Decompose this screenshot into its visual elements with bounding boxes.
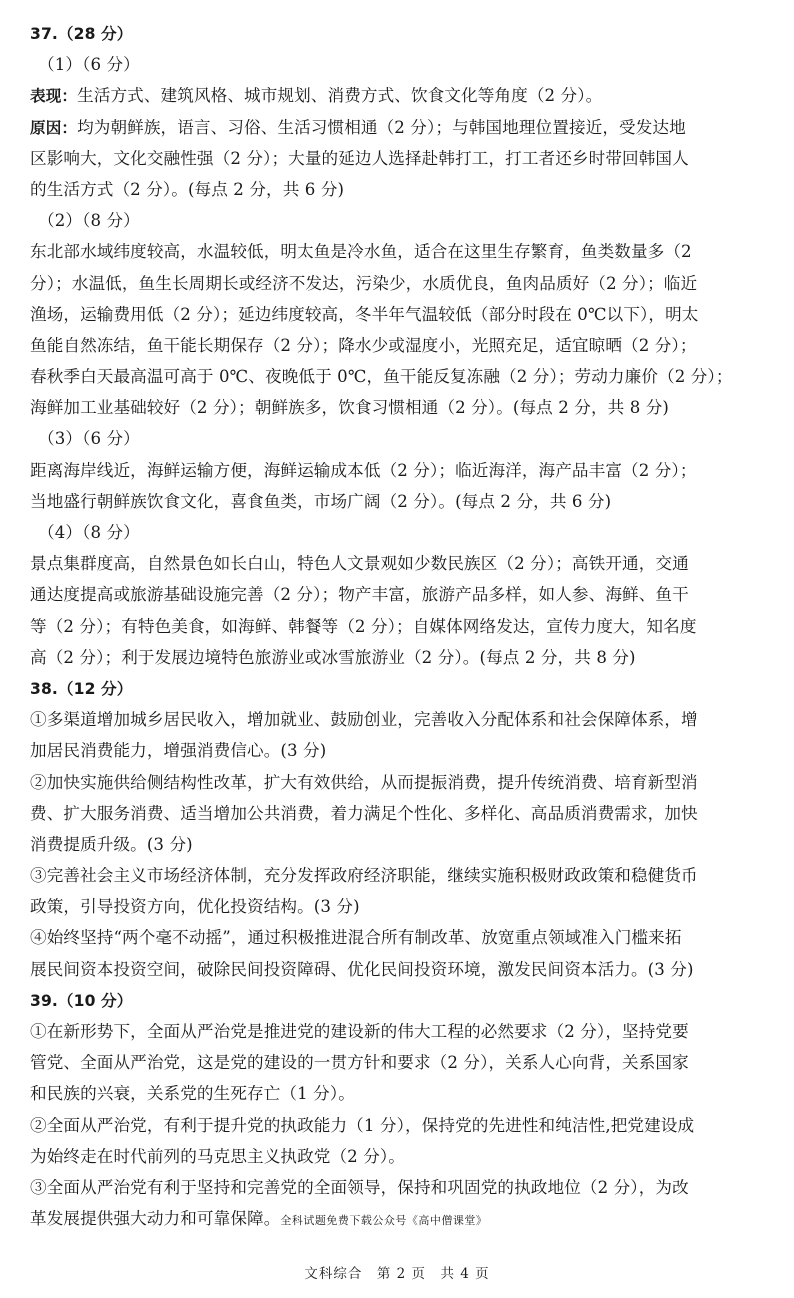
answer-text-line: ②加快实施供给侧结构性改革，扩大有效供给，从而提振消费，提升传统消费、培育新型消 — [30, 772, 698, 792]
answer-text-line: 和民族的兴衰，关系党的生死存亡（1 分）。 — [30, 1084, 355, 1104]
answer-text: 生活方式、建筑风格、城市规划、消费方式、饮食文化等角度（2 分）。 — [77, 86, 603, 106]
answer-label: 原因： — [30, 118, 78, 137]
answer-text-line: 渔场，运输费用低（2 分）；延边纬度较高，冬半年气温较低（部分时段在 0℃以下），明太 — [30, 304, 699, 324]
answer-text-line: ①在新形势下，全面从严治党是推进党的建设新的伟大工程的必然要求（2 分），坚持党要 — [30, 1022, 689, 1041]
sub-question-label: （2）（8 分） — [38, 211, 140, 231]
question-number: 39.（10 分） — [30, 991, 133, 1010]
page-footer: 文科综合 第 2 页 共 4 页 — [304, 1266, 490, 1282]
labeled-answer-line — [30, 80, 768, 111]
sub-question-label: （1）（6 分） — [38, 55, 140, 75]
answer-text-line: 景点集群度高，自然景色如长白山，特色人文景观如少数民族区（2 分）；高铁开通，交通 — [30, 554, 689, 574]
answer-text-line: 的生活方式（2 分）。(每点 2 分，共 6 分) — [30, 179, 345, 199]
answer-text-line: 管党、全面从严治党，这是党的建设的一贯方针和要求（2 分），关系人心向背，关系国家 — [30, 1053, 689, 1073]
answer-label: 表现： — [30, 87, 78, 106]
sub-question-label: （4）（8 分） — [38, 523, 140, 542]
answer-text-line: 为始终走在时代前列的马克思主义执政党（2 分）。 — [30, 1146, 405, 1166]
answer-text-line: 春秋季白天最高温可高于 0℃、夜晚低于 0℃，鱼干能反复冻融（2 分）；劳动力廉价（2 分）； — [30, 367, 733, 387]
answer-key-page — [30, 18, 768, 1234]
question-number: 38.（12 分） — [30, 679, 133, 698]
answer-text-line: 等（2 分）；有特色美食，如海鲜、韩餐等（2 分）；自媒体网络发达，宣传力度大，知名度 — [30, 616, 697, 636]
answer-text-line: ②全面从严治党，有利于提升党的执政能力（1 分），保持党的先进性和纯洁性,把党建设成 — [30, 1115, 695, 1135]
answer-text-line: 通达度提高或旅游基础设施完善（2 分）；物产丰富，旅游产品多样，如人参、海鲜、鱼干 — [30, 585, 689, 605]
answer-text: 革发展提供强大动力和可靠保障。 — [30, 1209, 281, 1229]
answer-text-line: 展民间资本投资空间，破除民间投资障碍、优化民间投资环境，激发民间资本活力。(3 分) — [30, 959, 694, 979]
answer-text-line: ④始终坚持“两个毫不动摇”，通过积极推进混合所有制改革、放宽重点领域准入门槛来拓 — [30, 928, 682, 948]
answer-text-line: 鱼能自然冻结，鱼干能长期保存（2 分）；降水少或湿度小，光照充足，适宜晾晒（2 分）； — [30, 335, 697, 355]
question-heading — [30, 18, 768, 49]
answer-text-line: 区影响大，文化交融性强（2 分）；大量的延边人选择赴韩打工，打工者还乡时带回韩国人 — [30, 148, 689, 168]
answer-text-line: 当地盛行朝鲜族饮食文化，喜食鱼类，市场广阔（2 分）。(每点 2 分，共 6 分) — [30, 491, 612, 511]
source-note: 全科试题免费下载公众号《高中僧课堂》 — [280, 1214, 488, 1228]
question-heading — [30, 985, 768, 1016]
answer-text-line: 东北部水域纬度较高，水温较低，明太鱼是冷水鱼，适合在这里生存繁育，鱼类数量多（2 — [30, 242, 692, 262]
answer-text-line: ③完善社会主义市场经济体制，充分发挥政府经济职能，继续实施积极财政政策和稳健货币 — [30, 866, 698, 886]
answer-text-line: ③全面从严治党有利于坚持和完善党的全面领导，保持和巩固党的执政地位（2 分），为改 — [30, 1177, 689, 1197]
answer-line-with-note — [30, 1203, 768, 1234]
answer-text-line: 分）；水温低，鱼生长周期长或经济不发达，污染少，水质优良，鱼肉品质好（2 分）；临近 — [30, 273, 698, 293]
sub-question-label: （3）（6 分） — [38, 429, 140, 449]
answer-text-line: 费、扩大服务消费、适当增加公共消费，着力满足个性化、多样化、高品质消费需求，加快 — [30, 803, 698, 823]
answer-text-line: 加居民消费能力，增强消费信心。(3 分) — [30, 741, 327, 761]
answer-text-line: 海鲜加工业基础较好（2 分）；朝鲜族多，饮食习惯相通（2 分）。(每点 2 分，共 8 分) — [30, 398, 670, 418]
question-number: 37.（28 分） — [30, 25, 133, 43]
answer-text-line: 消费提质升级。(3 分) — [30, 834, 193, 854]
question-heading — [30, 673, 768, 704]
answer-text-line: 距离海岸线近，海鲜运输方便，海鲜运输成本低（2 分）；临近海洋，海产品丰富（2 分）； — [30, 460, 697, 480]
labeled-answer-line — [30, 112, 768, 143]
answer-text-line: ①多渠道增加城乡居民收入，增加就业、鼓励创业，完善收入分配体系和社会保障体系，增 — [30, 710, 698, 730]
answer-text-line: 政策，引导投资方向，优化投资结构。(3 分) — [30, 897, 360, 917]
answer-text: 均为朝鲜族，语言、习俗、生活习惯相通（2 分）；与韩国地理位置接近，受发达地 — [77, 117, 686, 137]
answer-text-line: 高（2 分）；利于发展边境特色旅游业或冰雪旅游业（2 分）。(每点 2 分，共 8 分) — [30, 647, 636, 667]
